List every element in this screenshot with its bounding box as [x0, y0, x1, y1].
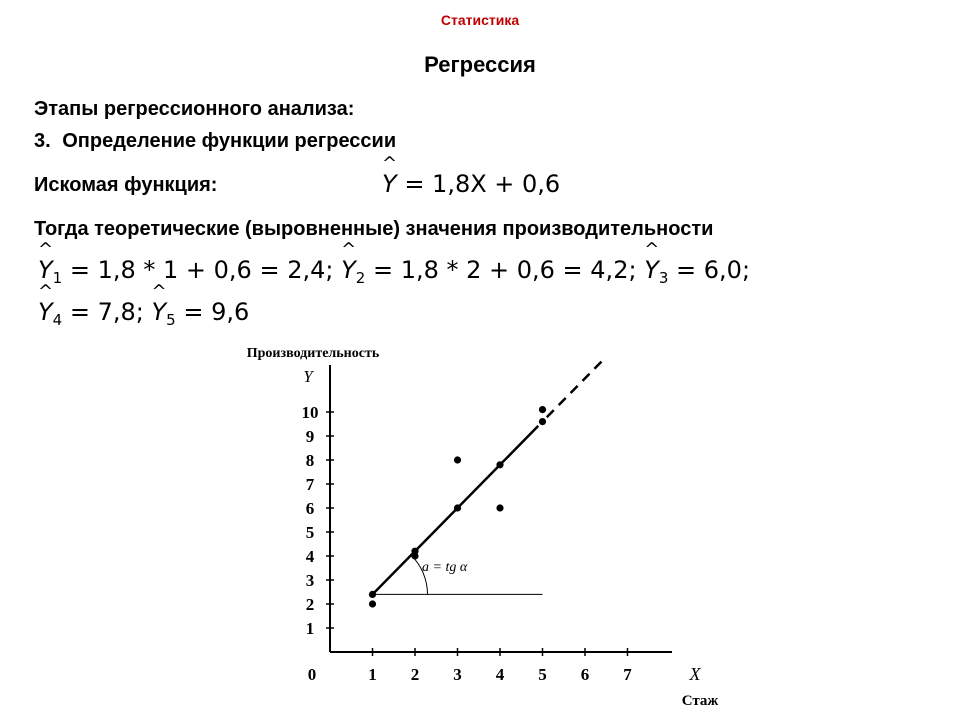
y-axis-title: Производительность — [246, 346, 380, 361]
x-tick-label-5: 5 — [538, 665, 547, 684]
origin-label: 0 — [307, 665, 317, 684]
function-label: Искомая функция: — [34, 174, 218, 196]
data-point-10 — [539, 406, 546, 413]
data-point-5 — [454, 504, 461, 511]
regression-formula-rhs: = 1,8X + 0,6 — [404, 170, 561, 198]
y-hat-symbol: ^ Y — [382, 170, 397, 198]
y-tick-label-8: 8 — [305, 451, 315, 470]
angle-label: a = tg α — [422, 560, 468, 575]
theoretical-values-text: Тогда теоретические (выровненные) значения производительности — [34, 218, 714, 240]
step-number: 3. — [34, 130, 51, 152]
y-axis-label: Y — [303, 367, 313, 386]
fitted-y5: ^ $Y_5 = 9,6$ — [152, 298, 250, 326]
data-point-9 — [539, 418, 546, 425]
slide-title: Регрессия — [424, 52, 536, 77]
data-point-7 — [496, 461, 503, 468]
y-tick-label-4: 4 — [305, 547, 315, 566]
y-tick-label-2: 2 — [305, 595, 315, 614]
x-tick-label-6: 6 — [580, 665, 590, 684]
y-tick-label-6: 6 — [305, 499, 315, 518]
x-tick-label-4: 4 — [495, 665, 505, 684]
fitted-y2: ^ $Y_2 = 1,8 * 2 + 0,6 = 4,2$; — [341, 256, 636, 284]
stages-heading: Этапы регрессионного анализа: — [34, 98, 355, 120]
x-tick-label-1: 1 — [368, 665, 377, 684]
x-tick-label-2: 2 — [410, 665, 420, 684]
data-point-1 — [369, 591, 376, 598]
section-header: Статистика — [440, 12, 520, 28]
y-tick-label-10: 10 — [301, 403, 319, 422]
y-tick-label-1: 1 — [305, 619, 315, 638]
y-tick-label-9: 9 — [305, 427, 315, 446]
x-tick-label-7: 7 — [623, 665, 632, 684]
data-point-4 — [411, 552, 418, 559]
data-point-8 — [496, 504, 503, 511]
step-text: Определение функции регрессии — [62, 130, 397, 152]
y-tick-label-3: 3 — [305, 571, 315, 590]
fitted-y4: ^ $Y_4 = 7,8$; — [38, 298, 144, 326]
regression-line-extension — [547, 361, 602, 417]
x-axis-label: X — [689, 664, 701, 684]
y-tick-label-7: 7 — [305, 475, 315, 494]
data-point-6 — [454, 456, 461, 463]
fitted-y3: ^ $Y_3 = 6,0$; — [644, 256, 750, 284]
x-tick-label-3: 3 — [453, 665, 462, 684]
data-point-2 — [369, 600, 376, 607]
y-tick-label-5: 5 — [305, 523, 315, 542]
fitted-y1: ^ $Y_1 = 1,8 * 1 + 0,6 = 2,4$; — [38, 256, 333, 284]
x-axis-title: Стаж — [681, 693, 719, 709]
